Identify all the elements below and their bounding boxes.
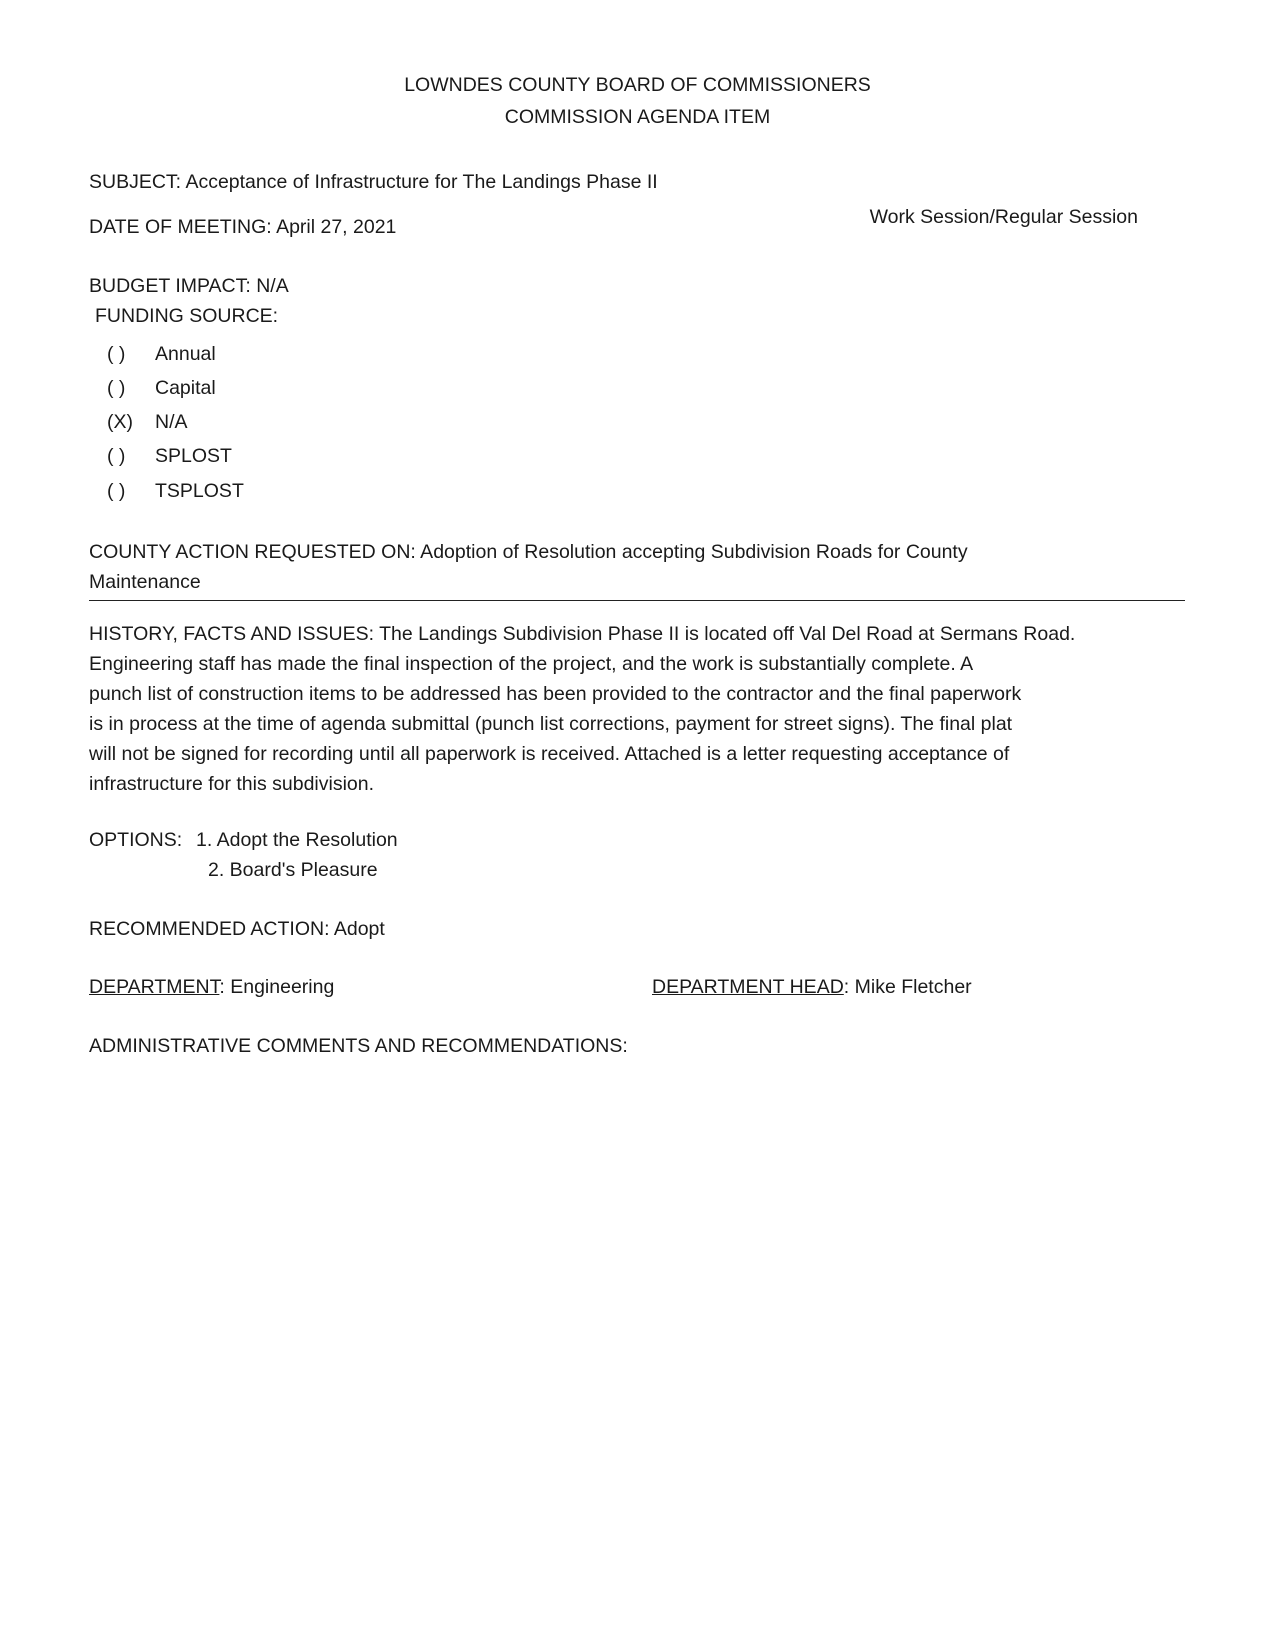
funding-option — [107, 377, 216, 400]
checkbox-mark: ( ) — [107, 445, 126, 467]
department-head-label: DEPARTMENT HEAD — [652, 976, 844, 998]
checkbox-mark: (X) — [107, 411, 133, 433]
funding-source-label: FUNDING SOURCE: — [95, 305, 279, 327]
option-item: 1. Adopt the Resolution — [196, 829, 398, 851]
history-paragraph — [89, 619, 1075, 799]
funding-option — [107, 411, 188, 434]
funding-option-label: Capital — [155, 377, 216, 399]
department — [89, 976, 334, 999]
divider — [89, 600, 1185, 601]
funding-option-label: SPLOST — [155, 445, 232, 467]
history-line: Engineering staff has made the final inspection of the project, and the work is substantially complete. A — [89, 653, 974, 675]
subject: SUBJECT: Acceptance of Infrastructure for The Landings Phase II — [89, 171, 658, 193]
history-line: punch list of construction items to be addressed has been provided to the contractor and the final paperwork — [89, 683, 1022, 705]
recommended-action: RECOMMENDED ACTION: Adopt — [89, 918, 385, 940]
history-line: will not be signed for recording until all paperwork is received. Attached is a letter requesting acceptance of — [89, 743, 1010, 765]
funding-option — [107, 445, 232, 468]
options-label: OPTIONS: — [89, 829, 183, 851]
department-head-value: : Mike Fletcher — [843, 976, 972, 998]
header-subtitle: COMMISSION AGENDA ITEM — [504, 106, 771, 128]
admin-comments-label: ADMINISTRATIVE COMMENTS AND RECOMMENDATIONS: — [89, 1035, 628, 1057]
department-head — [652, 976, 972, 999]
funding-option — [107, 480, 244, 503]
department-value: : Engineering — [219, 976, 335, 998]
county-action-line: Maintenance — [89, 571, 201, 593]
history-line: HISTORY, FACTS AND ISSUES: The Landings Subdivision Phase II is located off Val Del Road at Sermans Road. — [89, 623, 1076, 645]
funding-option-label: N/A — [155, 411, 188, 433]
date-of-meeting: DATE OF MEETING: April 27, 2021 — [89, 216, 397, 238]
budget-impact: BUDGET IMPACT: N/A — [89, 275, 289, 297]
county-action-line: COUNTY ACTION REQUESTED ON: Adoption of Resolution accepting Subdivision Roads for County — [89, 541, 968, 563]
department-label: DEPARTMENT — [89, 976, 220, 998]
header-title: LOWNDES COUNTY BOARD OF COMMISSIONERS — [404, 74, 871, 96]
session-type: Work Session/Regular Session — [869, 206, 1138, 228]
history-line: infrastructure for this subdivision. — [89, 773, 375, 795]
funding-option-label: TSPLOST — [155, 480, 244, 502]
funding-option-label: Annual — [155, 343, 216, 365]
history-line: is in process at the time of agenda submittal (punch list corrections, payment for street signs). The final plat — [89, 713, 1013, 735]
checkbox-mark: ( ) — [107, 343, 126, 365]
checkbox-mark: ( ) — [107, 480, 126, 502]
checkbox-mark: ( ) — [107, 377, 126, 399]
funding-option — [107, 343, 216, 366]
option-item: 2. Board's Pleasure — [208, 859, 378, 881]
